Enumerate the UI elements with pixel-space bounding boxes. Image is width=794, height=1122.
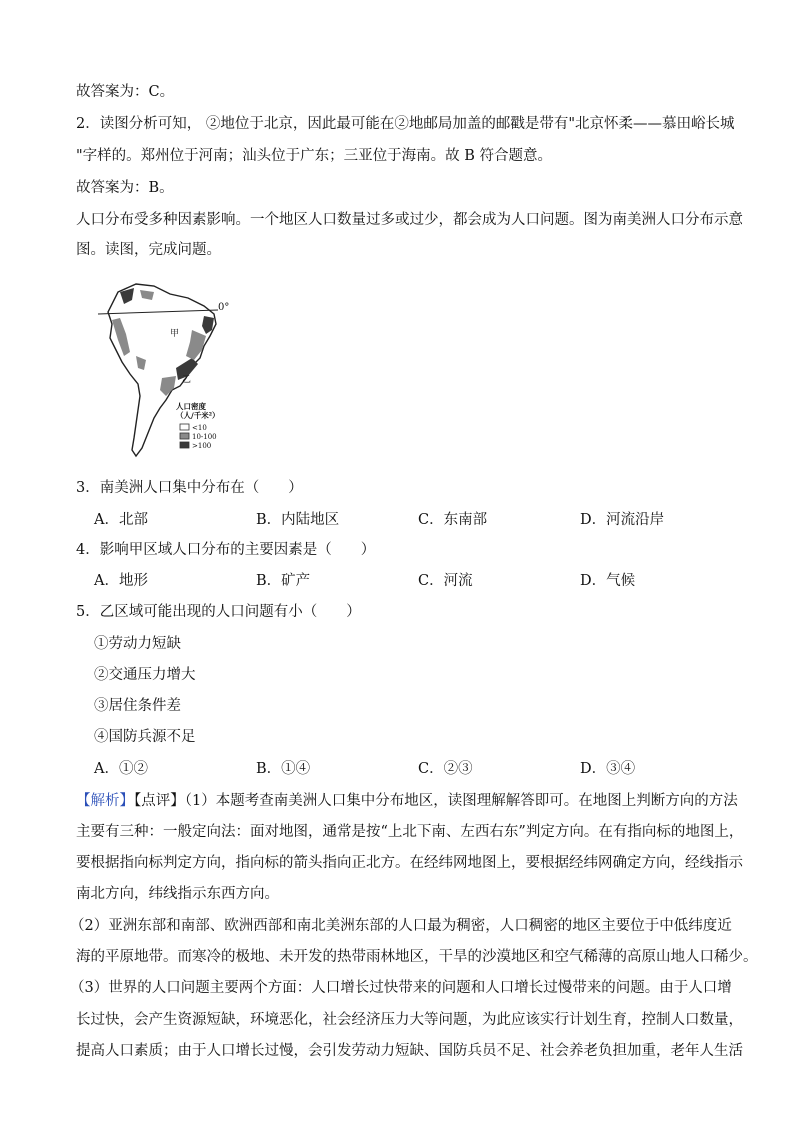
q3-option-c: C．东南部	[418, 512, 488, 528]
q5-option-c: C．②③	[418, 761, 473, 777]
answer-line-2: 故答案为：B。	[76, 180, 174, 196]
legend-swatch-high	[180, 442, 189, 448]
q4-option-b: B．矿产	[256, 573, 311, 589]
q3-option-b: B．内陆地区	[256, 512, 340, 528]
analysis-line-2: 要根据指向标判定方向，指向标的箭头指向正北方。在经纬网地图上，要根据经纬网确定方向，经线指示	[76, 855, 743, 871]
legend-title-line-1: 人口密度	[176, 402, 206, 411]
q5-item-3: ③居住条件差	[94, 698, 181, 714]
q5-option-b: B．①④	[256, 761, 311, 777]
analysis-lead-line	[76, 791, 738, 811]
answer-line-1: 故答案为：C。	[76, 84, 175, 100]
analysis-tag: 【解析】	[76, 793, 134, 809]
equator-label: 0°	[218, 302, 230, 313]
analysis-line-1: 主要有三种：一般定向法：面对地图，通常是按“上北下南、左西右东”判定方向。在有指向标的地图上，	[76, 824, 744, 840]
q5-option-a: A．①②	[94, 761, 148, 777]
legend-swatch-mid	[180, 433, 189, 439]
q5-item-1: ①劳动力短缺	[94, 636, 181, 652]
legend-title-line-2: （人/千米²）	[176, 411, 220, 420]
explanation-line-2a: 2．读图分析可知， ②地位于北京，因此最可能在②地邮局加盖的邮戳是带有"北京怀柔——慕田峪长城	[76, 116, 735, 132]
q5-item-2: ②交通压力增大	[94, 667, 196, 683]
analysis-line-7: 长过快，会产生资源短缺，环境恶化，社会经济压力大等问题，为此应该实行计划生育，控制人口数量，	[76, 1012, 743, 1028]
analysis-line-4: （2）亚洲东部和南部、欧洲西部和南北美洲东部的人口最为稠密，人口稠密的地区主要位于中低纬度近	[70, 918, 732, 934]
legend-label-high: >100	[192, 442, 212, 450]
q4-option-c: C．河流	[418, 573, 473, 589]
legend-title	[176, 402, 220, 420]
analysis-lead-text: 【点评】（1）本题考查南美洲人口集中分布地区，读图理解解答即可。在地图上判断方向的方法	[134, 793, 738, 809]
explanation-line-2b: "字样的。郑州位于河南；汕头位于广东；三亚位于海南。故 B 符合题意。	[76, 148, 553, 164]
q3-option-a: A．北部	[94, 512, 148, 528]
legend-swatch-low	[180, 424, 189, 430]
q4-stem: 4．影响甲区域人口分布的主要因素是（ ）	[76, 542, 376, 558]
analysis-line-5: 海的平原地带。而寒冷的极地、未开发的热带雨林地区，干旱的沙漠地区和空气稀薄的高原山地人口稀少。	[76, 949, 758, 965]
analysis-line-6: （3）世界的人口问题主要两个方面：人口增长过快带来的问题和人口增长过慢带来的问题。由于人口增	[70, 980, 732, 996]
q5-stem: 5．乙区域可能出现的人口问题有小（ ）	[76, 604, 361, 620]
q4-option-a: A．地形	[94, 573, 148, 589]
analysis-line-3: 南北方向，纬线指示东西方向。	[76, 886, 279, 902]
q3-stem: 3．南美洲人口集中分布在（ ）	[76, 480, 303, 496]
region-yi-label: 乙	[182, 375, 192, 385]
legend-label-low: <10	[192, 424, 207, 432]
analysis-line-8: 提高人口素质；由于人口增长过慢，会引发劳动力短缺、国防兵员不足、社会养老负担加重，老年人生活	[76, 1043, 743, 1059]
q5-item-4: ④国防兵源不足	[94, 729, 196, 745]
region-jia-label: 甲	[170, 329, 180, 339]
legend-label-mid: 10-100	[192, 433, 217, 441]
intro-line-1: 人口分布受多种因素影响。一个地区人口数量过多或过少，都会成为人口问题。图为南美洲人口分布示意	[76, 212, 743, 228]
q5-option-d: D．③④	[580, 761, 636, 777]
intro-line-2: 图。读图，完成问题。	[76, 242, 221, 258]
q4-option-d: D．气候	[580, 573, 636, 589]
q3-option-d: D．河流沿岸	[580, 512, 665, 528]
